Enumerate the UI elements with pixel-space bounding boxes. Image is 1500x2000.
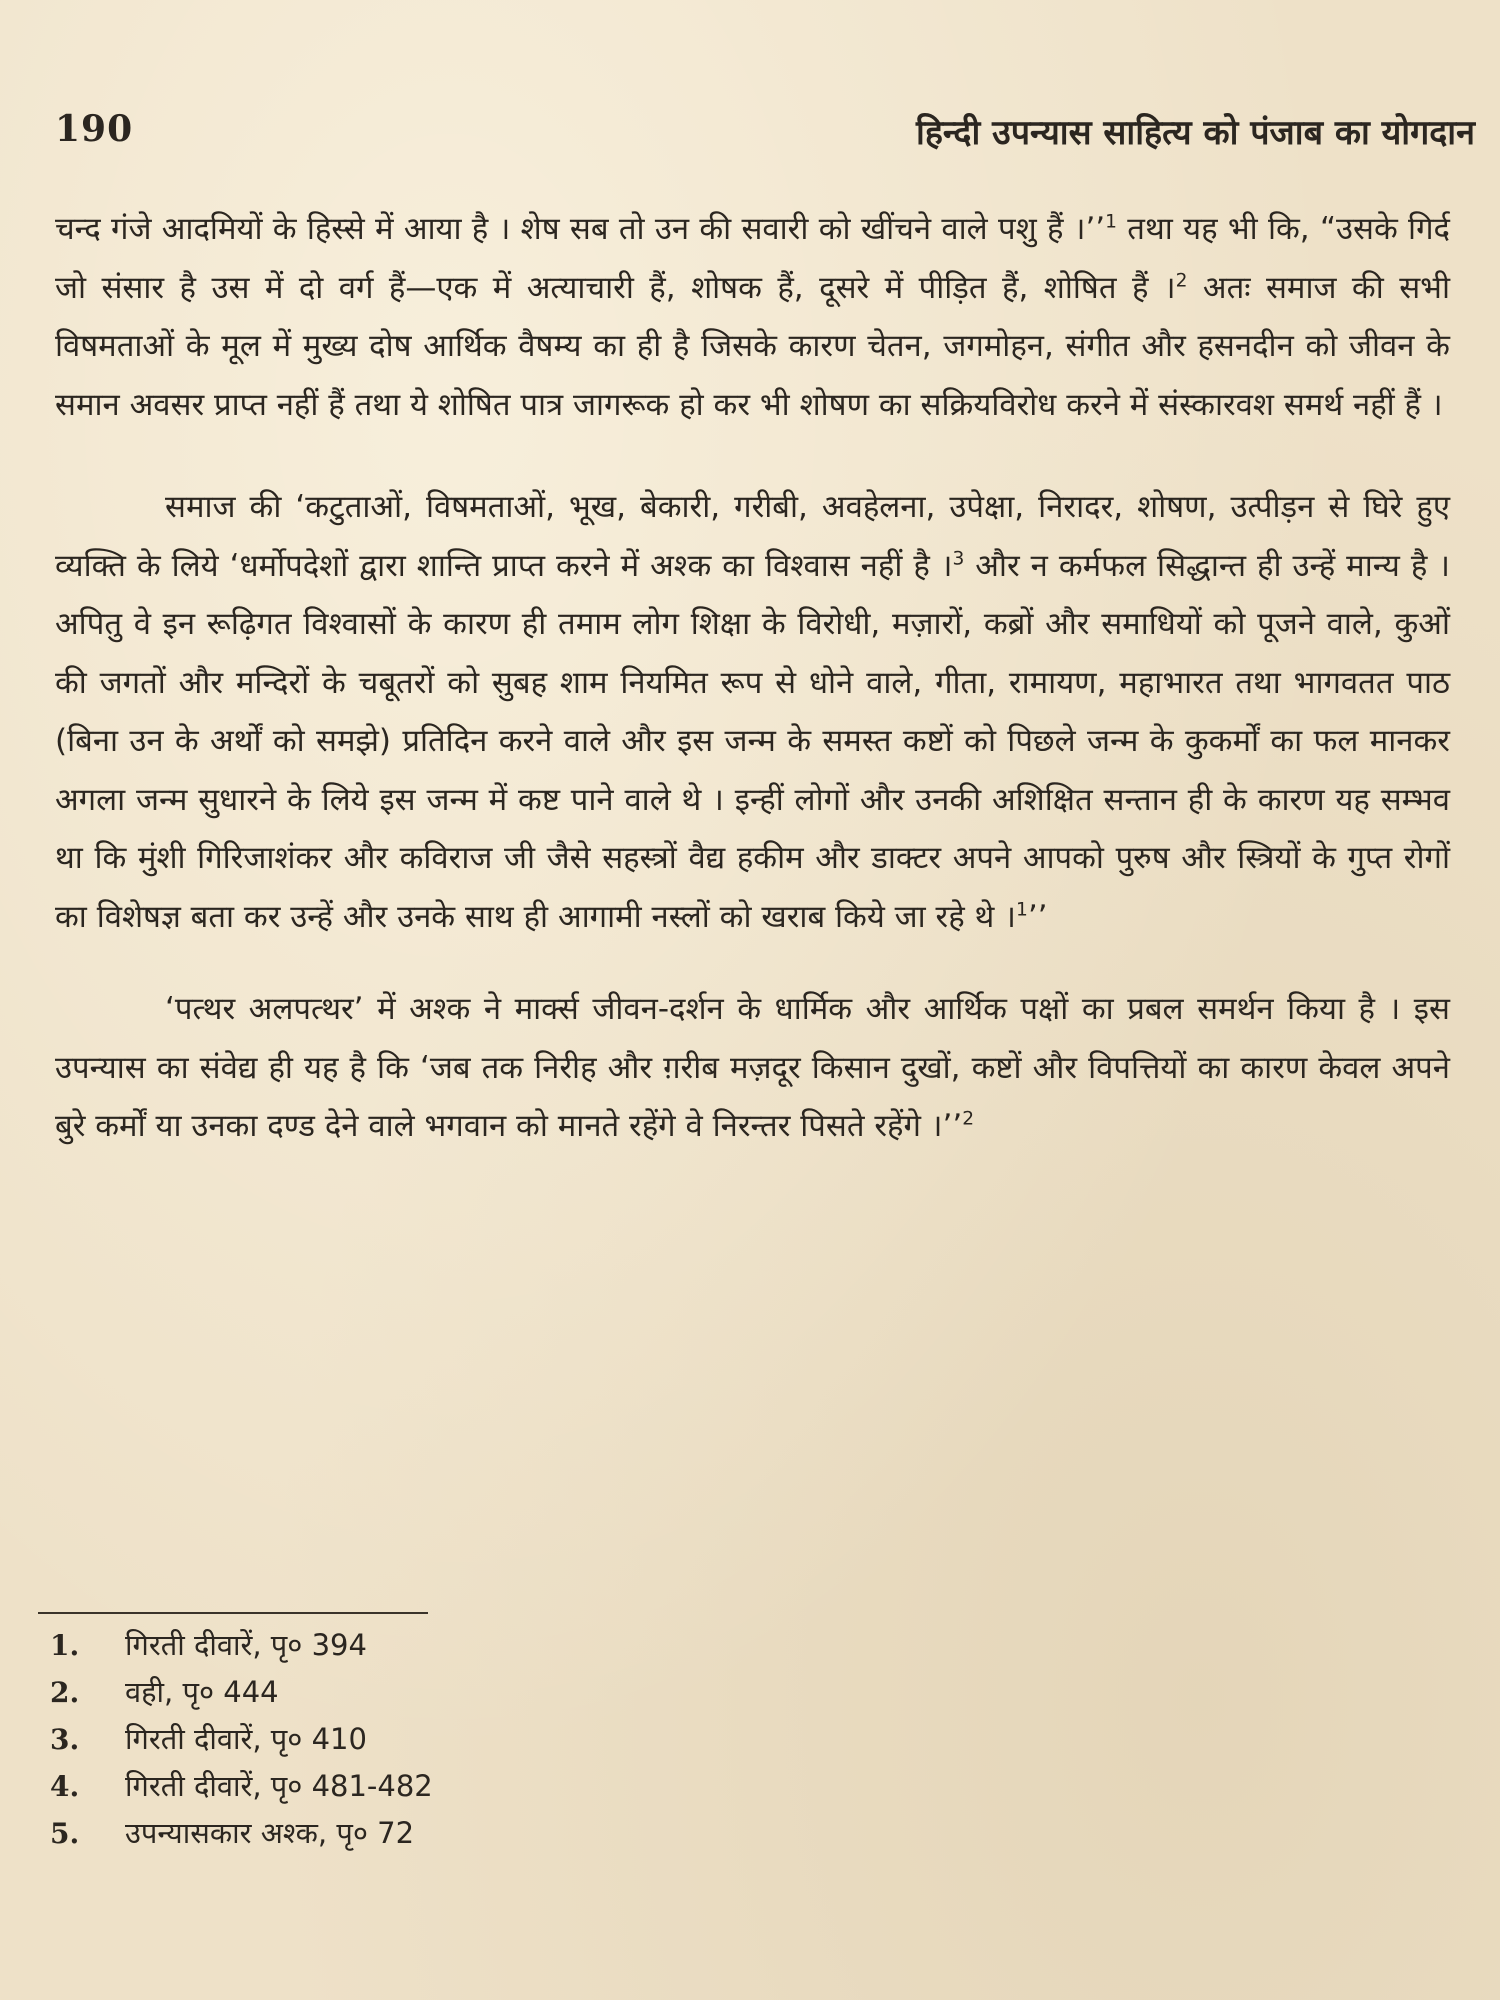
footnote-text: उपन्यासकार अश्क, पृ० 72 (125, 1816, 415, 1850)
text-run: समाज की ‘कटुताओं, विषमताओं, भूख, बेकारी, गरीबी, अवहेलना, उपेक्षा, निरादर, शोषण, उत्पीड़न से घिरे हुए व्यक्ति के लिये ‘धर्मोपदेशों द्वारा शान्ति प्राप्त करने में अश्क का विश्वास नहीं है । (55, 489, 1450, 584)
text-run: और न कर्मफल सिद्धान्त ही उन्हें मान्य है । अपितु वे इन रूढ़िगत विश्वासों के कारण ही तमाम लोग शिक्षा के विरोधी, मज़ारों, कब्रों और समाधियों को पूजने वाले, कुओं की जगतों और मन्दिरों के चबूतरों को सुबह शाम नियमित रूप से धोने वाले, गीता, रामायण, महाभारत तथा भागवतत पाठ (बिना उन के अर्थों को समझे) प्रतिदिन करने वाले और इस जन्म के समस्त कष्टों को पिछले जन्म के कुकर्मों का फल मानकर अगला जन्म सुधारने के लिये इस जन्म में कष्ट पाने वाले थे । इन्हीं लोगों और उनकी अशिक्षित सन्तान ही के कारण यह सम्भव था कि मुंशी गिरिजाशंकर और कविराज जी जैसे सहस्त्रों वैद्य हकीम और डाक्टर अपने आपको पुरुष और स्त्रियों के गुप्त रोगों का विशेषज्ञ बता कर उन्हें और उनके साथ ही आगामी नस्लों को खराब किये जा रहे थे । (55, 547, 1450, 935)
paragraph (55, 200, 1450, 434)
footnote-text: गिरती दीवारें, पृ० 410 (125, 1722, 367, 1756)
footnote (50, 1810, 850, 1857)
text-run: अतः समाज की सभी विषमताओं के मूल में मुख्य दोष आर्थिक वैषम्य का ही है जिसके कारण चेतन, जगमोहन, संगीत और हसनदीन को जीवन के समान अवसर प्राप्त नहीं हैं तथा ये शोषित पात्र जागरूक हो कर भी शोषण का सक्रियविरोध करने में संस्कारवश समर्थ नहीं हैं । (55, 269, 1450, 423)
running-title: हिन्दी उपन्यास साहित्य को पंजाब का योगदान (916, 113, 1475, 153)
footnote-number: 2. (50, 1676, 80, 1709)
footnote-number: 5. (50, 1817, 80, 1850)
page-number: 190 (55, 108, 134, 150)
footnote-divider (38, 1612, 428, 1614)
footnote-text: गिरती दीवारें, पृ० 481-482 (125, 1769, 433, 1803)
footnotes (50, 1622, 850, 1857)
footnote-ref: 2 (962, 1108, 975, 1130)
footnote-text: गिरती दीवारें, पृ० 394 (125, 1628, 367, 1662)
paragraph (55, 980, 1450, 1156)
footnote-ref: 1 (1015, 899, 1028, 921)
body-text (55, 200, 1450, 1156)
footnote-ref: 3 (952, 548, 965, 570)
text-run: चन्द गंजे आदमियों के हिस्से में आया है । शेष सब तो उन की सवारी को खींचने वाले पशु हैं ।’’ (55, 211, 1106, 247)
footnote (50, 1716, 850, 1763)
footnote-number: 1. (50, 1629, 80, 1662)
page-header (55, 108, 1475, 158)
footnote-number: 3. (50, 1723, 80, 1756)
footnote-number: 4. (50, 1770, 80, 1803)
text-run: ’’ (1027, 898, 1048, 935)
text-run: ‘पत्थर अलपत्थर’ में अश्क ने मार्क्स जीवन-दर्शन के धार्मिक और आर्थिक पक्षों का प्रबल समर्थन किया है । इस उपन्यास का संवेद्य ही यह है कि ‘जब तक निरीह और ग़रीब मज़दूर किसान दुखों, कष्टों और विपत्तियों का कारण केवल अपने बुरे कर्मों या उनका दण्ड देने वाले भगवान को मानते रहेंगे वे निरन्तर पिसते रहेंगे ।’’ (55, 991, 1450, 1144)
footnote-text: वही, पृ० 444 (125, 1675, 279, 1709)
footnote-ref: 2 (1175, 270, 1188, 292)
footnote (50, 1763, 850, 1810)
paragraph (55, 478, 1450, 946)
text-run: तथा यह भी कि, “उसके गिर्द जो संसार है उस में दो वर्ग हैं—एक में अत्याचारी हैं, शोषक हैं, दूसरे में पीड़ित हैं, शोषित हैं । (55, 211, 1450, 306)
footnote-ref: 1 (1105, 211, 1118, 233)
footnote (50, 1622, 850, 1669)
footnote (50, 1669, 850, 1716)
